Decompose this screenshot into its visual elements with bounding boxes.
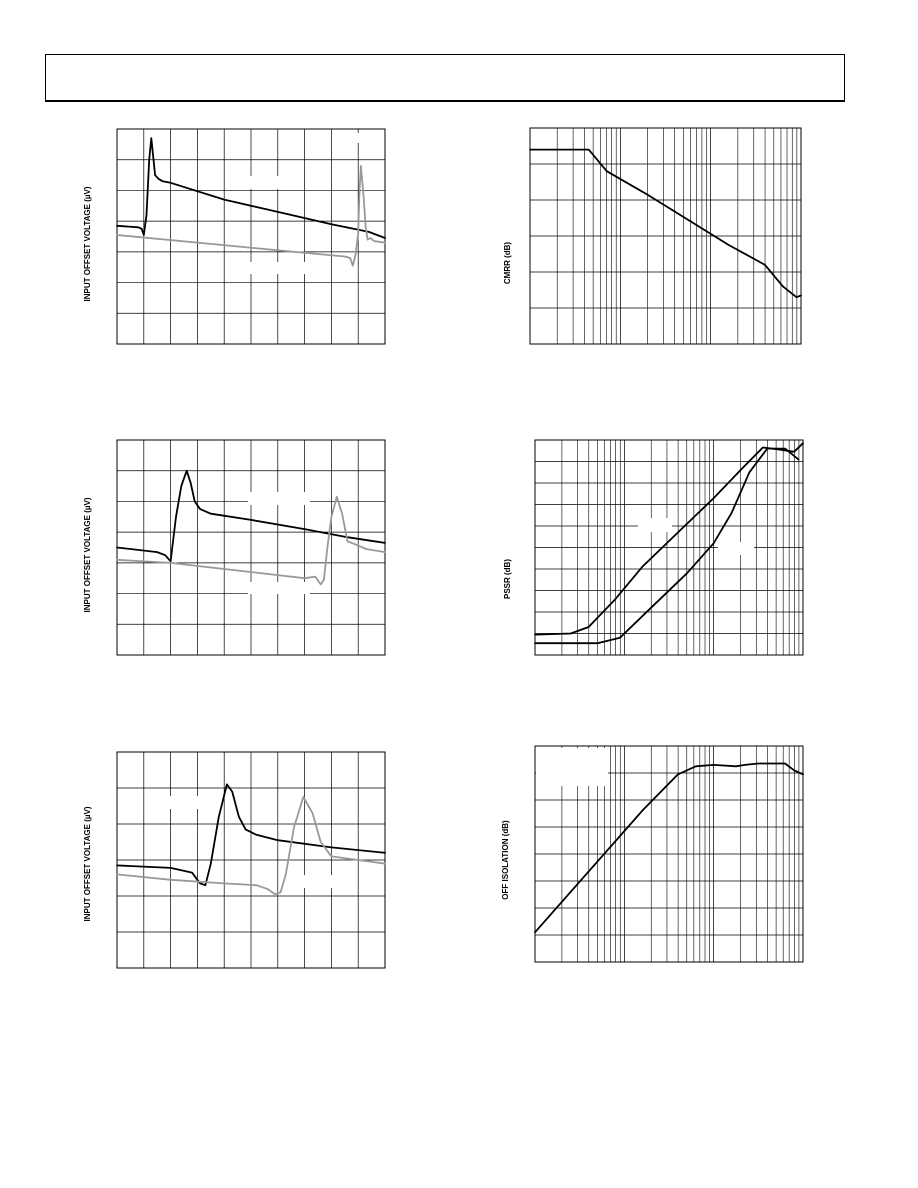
legend-mask	[150, 796, 208, 809]
legend-mask	[248, 492, 310, 505]
chart-offset-voltage-2	[83, 440, 385, 655]
legend-mask	[248, 582, 310, 594]
y-axis-label: OFF ISOLATION (dB)	[501, 820, 510, 900]
grid-lines	[117, 440, 385, 655]
chart-offset-voltage-1	[83, 129, 385, 344]
legend-mask	[248, 262, 306, 274]
y-axis-label: CMRR (dB)	[503, 241, 512, 285]
series-group	[535, 764, 803, 933]
grid-lines	[535, 440, 803, 655]
label-masks	[118, 443, 310, 594]
chart-offset-voltage-3	[83, 752, 385, 968]
chart-pssr	[503, 440, 803, 655]
grid-lines	[117, 129, 385, 344]
legend-mask	[353, 133, 379, 143]
legend-mask	[118, 443, 142, 457]
legend-mask	[236, 176, 294, 189]
y-axis-label: INPUT OFFSET VOLTAGE (µV)	[83, 186, 92, 302]
series-group	[530, 150, 801, 298]
chart-cmrr	[503, 128, 801, 344]
legend-mask	[290, 875, 348, 888]
grid-lines	[117, 752, 385, 968]
series-group	[535, 443, 803, 643]
y-axis-label: INPUT OFFSET VOLTAGE (µV)	[83, 806, 92, 922]
series-line-1	[535, 443, 803, 634]
grid-lines	[530, 128, 801, 344]
series-line-1	[535, 764, 803, 933]
label-masks	[638, 518, 754, 555]
legend-mask	[536, 748, 608, 786]
label-masks	[536, 748, 608, 786]
y-axis-label: PSSR (dB)	[503, 559, 512, 599]
series-line-1	[530, 150, 801, 298]
chart-off-isolation	[501, 746, 803, 962]
legend-mask	[118, 755, 142, 769]
legend-mask	[638, 518, 672, 532]
legend-mask	[718, 542, 754, 555]
label-masks	[118, 755, 348, 888]
y-axis-label: INPUT OFFSET VOLTAGE (µV)	[83, 497, 92, 613]
